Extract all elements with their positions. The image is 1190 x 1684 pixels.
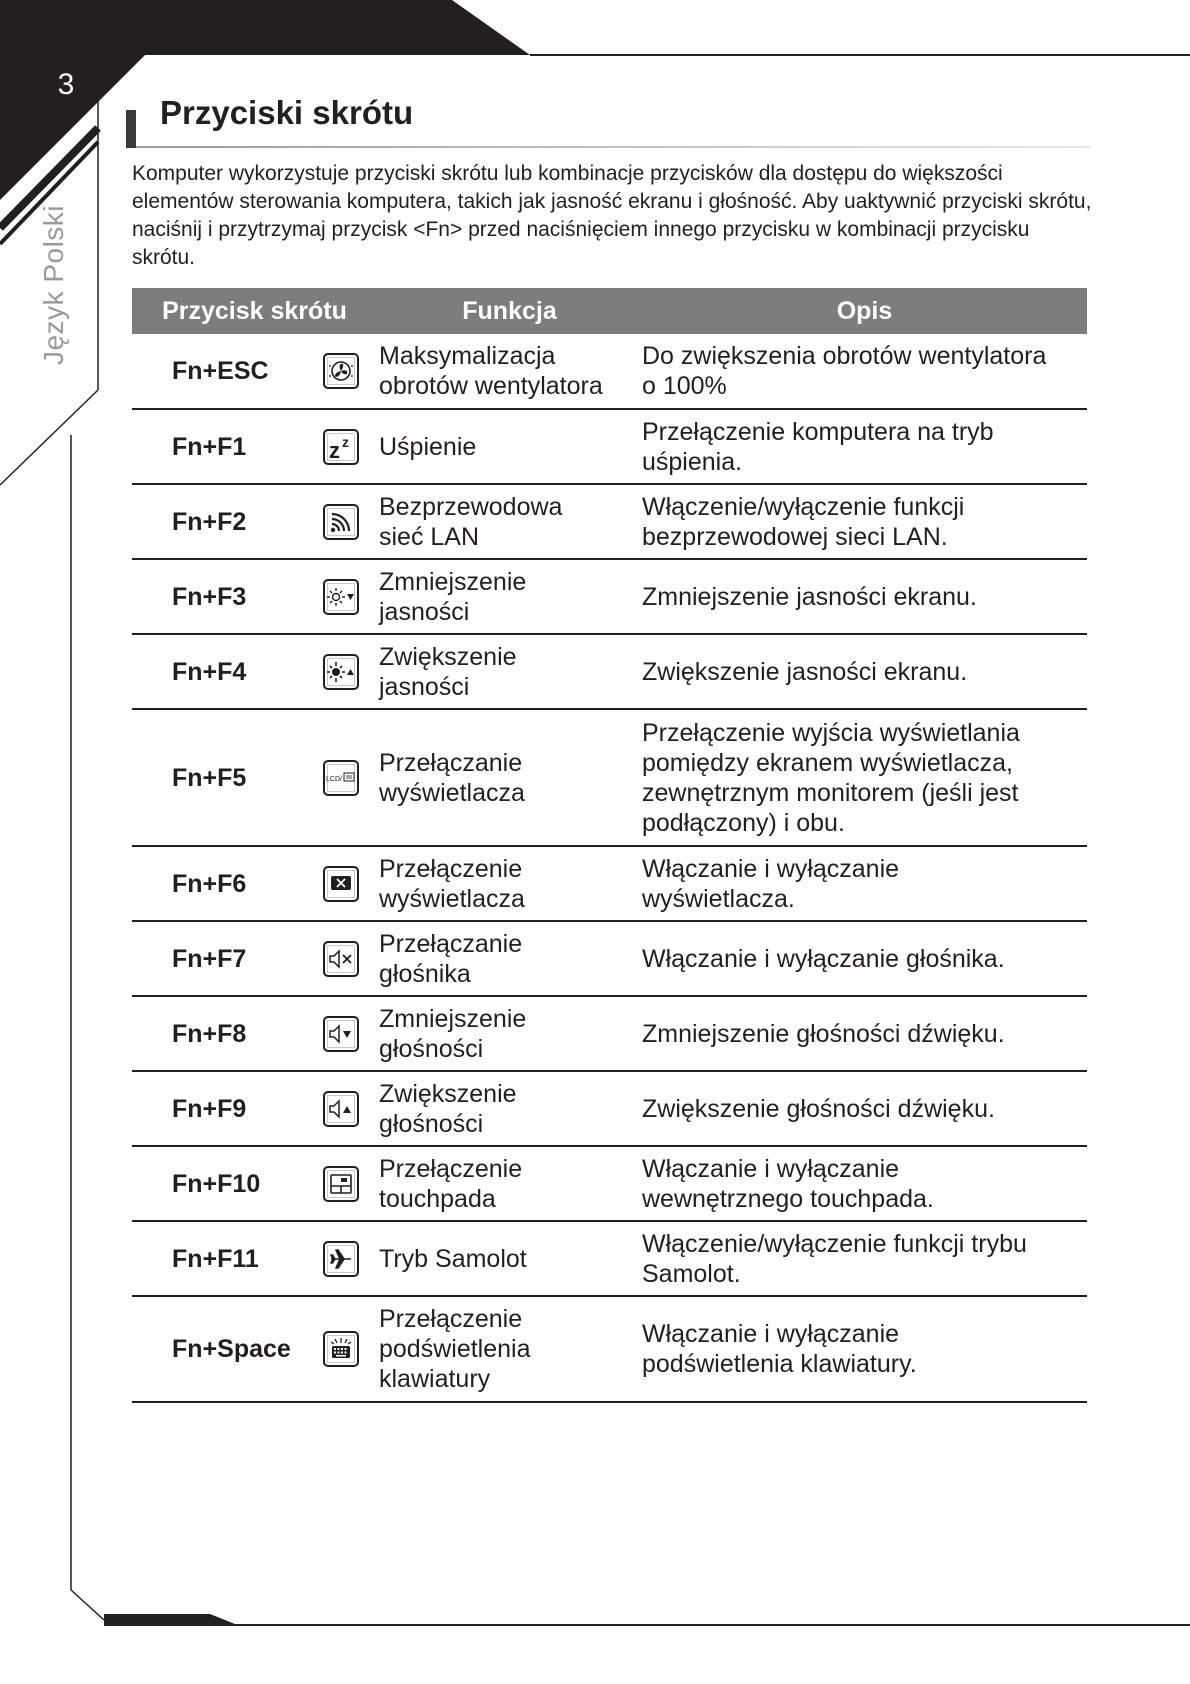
description-line: podłączony) i obu. xyxy=(642,808,845,837)
function-line: klawiatury xyxy=(379,1365,491,1393)
icon-cell xyxy=(304,429,377,465)
description-line: pomiędzy ekranem wyświetlacza, xyxy=(642,748,1013,777)
function-line: sieć LAN xyxy=(379,522,480,551)
sleep-icon xyxy=(323,429,359,465)
speaker-mute-icon xyxy=(323,941,359,977)
function-line: Uśpienie xyxy=(379,432,477,461)
description-cell xyxy=(642,1154,1087,1214)
function-line: wyświetlacza xyxy=(379,884,525,913)
header-hotkey: Przycisk skrótu xyxy=(162,296,347,325)
description-cell xyxy=(642,1229,1087,1289)
function-line: Zmniejszenie xyxy=(379,567,527,596)
table-row xyxy=(132,1072,1087,1147)
svg-text:z: z xyxy=(328,437,340,461)
brightness-up-icon xyxy=(323,654,359,690)
svg-text:z: z xyxy=(341,433,349,450)
description-cell xyxy=(642,492,1087,552)
function-line: Zwiększenie xyxy=(379,642,517,671)
description-line: Przełączenie wyjścia wyświetlania xyxy=(642,718,1020,747)
description-cell xyxy=(642,718,1087,838)
description-line: podświetlenia klawiatury. xyxy=(642,1350,917,1378)
function-cell xyxy=(377,1154,642,1214)
icon-cell xyxy=(304,1166,377,1202)
page-number: 3 xyxy=(57,68,75,101)
volume-down-icon xyxy=(323,1016,359,1052)
function-cell xyxy=(377,567,642,627)
icon-cell xyxy=(304,353,377,389)
function-line: podświetlenia xyxy=(379,1335,531,1363)
description-line: Zwiększenie głośności dźwięku. xyxy=(642,1094,995,1123)
table-row xyxy=(132,847,1087,922)
icon-cell xyxy=(304,866,377,902)
description-cell xyxy=(642,1319,1087,1379)
function-line: Przełączenie xyxy=(379,1154,523,1183)
function-line: touchpada xyxy=(379,1184,496,1213)
hotkey-table xyxy=(132,288,1087,1403)
function-line: wyświetlacza xyxy=(379,778,525,807)
table-row xyxy=(132,1222,1087,1297)
function-cell xyxy=(377,929,642,989)
hotkey-cell: Fn+F10 xyxy=(172,1169,261,1198)
function-line: głośności xyxy=(379,1109,484,1138)
table-row xyxy=(132,1147,1087,1222)
table-row xyxy=(132,635,1087,710)
description-line: Zmniejszenie głośności dźwięku. xyxy=(642,1019,1005,1048)
hotkey-cell: Fn+F7 xyxy=(172,944,247,973)
icon-cell xyxy=(304,654,377,690)
icon-cell xyxy=(304,579,377,615)
function-cell xyxy=(377,1304,642,1394)
description-line: wyświetlacza. xyxy=(642,884,795,913)
function-cell xyxy=(377,854,642,914)
table-body xyxy=(132,334,1087,1403)
description-line: Zmniejszenie jasności ekranu. xyxy=(642,582,977,611)
function-cell xyxy=(377,748,642,808)
description-line: wewnętrznego touchpada. xyxy=(642,1184,934,1213)
icon-cell xyxy=(304,1331,377,1367)
table-row xyxy=(132,1297,1087,1403)
description-line: Samolot. xyxy=(642,1259,741,1288)
function-cell xyxy=(377,1004,642,1064)
description-cell xyxy=(642,1019,1087,1049)
table-row xyxy=(132,485,1087,560)
function-line: Tryb Samolot xyxy=(379,1244,527,1273)
description-cell xyxy=(642,582,1087,612)
description-line: Do zwiększenia obrotów wentylatora xyxy=(642,342,1047,370)
hotkey-cell: Fn+Space xyxy=(172,1335,291,1363)
function-cell xyxy=(377,341,642,401)
airplane-icon xyxy=(323,1241,359,1277)
function-cell xyxy=(377,1244,642,1274)
description-line: Zwiększenie jasności ekranu. xyxy=(642,657,968,686)
function-cell xyxy=(377,492,642,552)
table-row xyxy=(132,334,1087,410)
title-accent-bar xyxy=(126,110,136,148)
hotkey-cell: Fn+ESC xyxy=(172,357,269,385)
description-cell xyxy=(642,417,1087,477)
display-off-icon xyxy=(323,866,359,902)
function-line: jasności xyxy=(379,597,470,626)
hotkey-cell: Fn+F11 xyxy=(172,1244,259,1273)
function-cell xyxy=(377,1079,642,1139)
description-line: Przełączenie komputera na tryb xyxy=(642,417,994,446)
description-line: Włączenie/wyłączenie funkcji xyxy=(642,492,965,521)
function-line: Bezprzewodowa xyxy=(379,492,563,521)
touchpad-icon xyxy=(323,1166,359,1202)
header-description: Opis xyxy=(836,296,893,325)
table-row xyxy=(132,410,1087,485)
description-line: Włączanie i wyłączanie xyxy=(642,1320,900,1348)
table-row xyxy=(132,560,1087,635)
icon-cell xyxy=(304,760,377,796)
description-line: Włączanie i wyłączanie xyxy=(642,854,900,883)
page-title: Przyciski skrótu xyxy=(160,94,414,131)
description-cell xyxy=(642,1094,1087,1124)
wireless-icon xyxy=(323,504,359,540)
table-header xyxy=(132,288,1087,334)
description-line: Włączenie/wyłączenie funkcji trybu xyxy=(642,1229,1027,1258)
description-line: Włączanie i wyłączanie głośnika. xyxy=(642,944,1005,973)
function-line: głośnika xyxy=(379,959,471,988)
svg-text:LCD/: LCD/ xyxy=(325,775,342,783)
icon-cell xyxy=(304,1241,377,1277)
function-line: Przełączanie xyxy=(379,748,523,777)
icon-cell xyxy=(304,504,377,540)
fan-icon xyxy=(323,353,359,389)
function-cell xyxy=(377,642,642,702)
function-line: obrotów wentylatora xyxy=(379,372,603,400)
function-line: Przełączenie xyxy=(379,1305,523,1333)
hotkey-cell: Fn+F4 xyxy=(172,657,247,686)
table-row xyxy=(132,710,1087,847)
volume-up-icon xyxy=(323,1091,359,1127)
description-line: bezprzewodowej sieci LAN. xyxy=(642,522,948,551)
brightness-down-icon xyxy=(323,579,359,615)
hotkey-cell: Fn+F9 xyxy=(172,1094,247,1123)
icon-cell xyxy=(304,941,377,977)
intro-paragraph: Komputer wykorzystuje przyciski skrótu lub kombinacje przycisków dla dostępu do większości elementów sterowania komputera, takich jak jasność ekranu i głośność. Aby uaktywnić przyciski skrótu, naciśnij i przytrzymaj przycisk <Fn> przed naciśnięciem innego przycisku w kombinacji przycisku skrótu. xyxy=(132,162,1092,269)
hotkey-cell: Fn+F2 xyxy=(172,507,247,536)
function-line: Przełączenie xyxy=(379,854,523,883)
description-cell xyxy=(642,944,1087,974)
title-underline xyxy=(136,146,1091,148)
description-cell xyxy=(642,657,1087,687)
hotkey-cell: Fn+F1 xyxy=(172,432,247,461)
description-line: Włączanie i wyłączanie xyxy=(642,1154,900,1183)
hotkey-cell: Fn+F5 xyxy=(172,763,247,792)
function-cell xyxy=(377,432,642,462)
description-cell xyxy=(642,854,1087,914)
function-line: głośności xyxy=(379,1034,484,1063)
hotkey-cell: Fn+F3 xyxy=(172,582,247,611)
function-line: jasności xyxy=(379,672,470,701)
function-line: Maksymalizacja xyxy=(379,342,556,370)
description-line: o 100% xyxy=(642,372,727,400)
description-cell xyxy=(642,341,1087,401)
table-row xyxy=(132,997,1087,1072)
function-line: Przełączanie xyxy=(379,929,523,958)
hotkey-cell: Fn+F8 xyxy=(172,1019,247,1048)
keyboard-backlight-icon xyxy=(323,1331,359,1367)
description-line: uśpienia. xyxy=(642,447,743,476)
icon-cell xyxy=(304,1091,377,1127)
function-line: Zwiększenie xyxy=(379,1079,517,1108)
header-function: Funkcja xyxy=(462,296,557,325)
description-line: zewnętrznym monitorem (jeśli jest xyxy=(642,778,1019,807)
function-line: Zmniejszenie xyxy=(379,1004,527,1033)
hotkey-cell: Fn+F6 xyxy=(172,869,247,898)
table-row xyxy=(132,922,1087,997)
display-switch-icon xyxy=(323,760,359,796)
icon-cell xyxy=(304,1016,377,1052)
